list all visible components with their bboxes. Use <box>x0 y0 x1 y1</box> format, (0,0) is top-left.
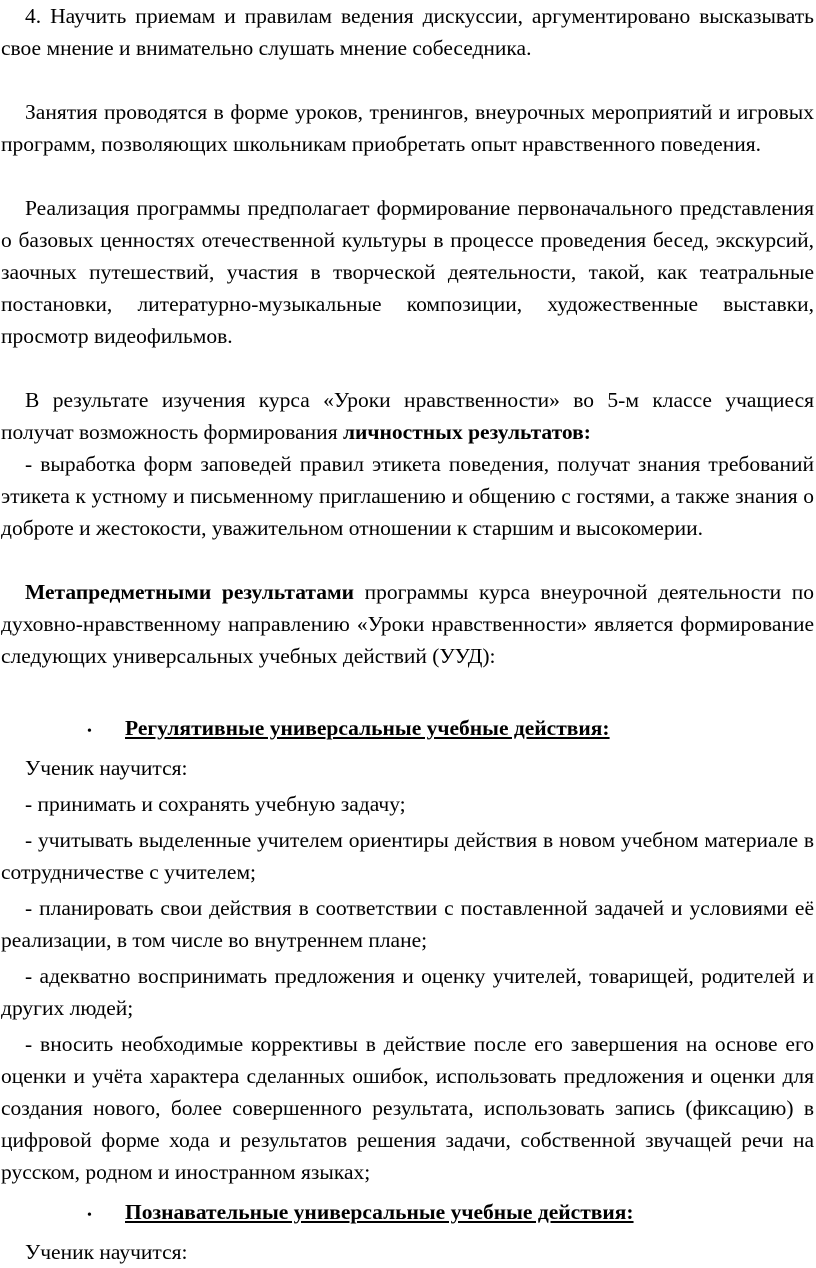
spacer <box>1 160 814 192</box>
regulative-item: - планировать свои действия в соответствии с поставленной задачей и условиями её реализации, в том числе во внутреннем плане; <box>1 896 814 952</box>
regulative-item: - адекватно воспринимать предложения и оценку учителей, товарищей, родителей и других людей; <box>1 964 814 1020</box>
regulative-item: - вносить необходимые коррективы в действие после его завершения на основе его оценки и учёта характера сделанных ошибок, использовать предложения и оценки для создания нового, более совершенного результата, использовать запись (фиксацию) в цифровой форме хода и результатов решения задачи, собственной звучащей речи на русском, родном и иностранном языках; <box>1 1032 814 1184</box>
personal-results-bold: личностных результатов: <box>342 420 591 444</box>
bullet-icon: • <box>87 724 92 739</box>
spacer <box>1 672 814 712</box>
regulative-item: - принимать и сохранять учебную задачу; <box>25 792 406 816</box>
cognitive-heading-text: Познавательные универсальные учебные действия: <box>125 1200 634 1224</box>
personal-results-text: В результате изучения курса «Уроки нравственности» во 5-м классе учащиеся получат возможность формирования <box>1 388 814 444</box>
paragraph-lessons-form: Занятия проводятся в форме уроков, тренингов, внеурочных мероприятий и игровых программ, позволяющих школьникам приобретать опыт нравственного поведения. <box>1 100 814 156</box>
spacer <box>1 64 814 96</box>
spacer <box>1 544 814 576</box>
regulative-intro: Ученик научится: <box>25 756 188 780</box>
paragraph-discussion: 4. Научить приемам и правилам ведения дискуссии, аргументировано высказывать свое мнение и внимательно слушать мнение собеседника. <box>1 4 814 60</box>
bullet-icon: • <box>87 1208 92 1223</box>
regulative-heading <box>1 712 814 748</box>
paragraph-meta-results <box>1 576 814 672</box>
paragraph-personal-results <box>1 384 814 448</box>
paragraph-program-realization: Реализация программы предполагает формирование первоначального представления о базовых ценностях отечественной культуры в процессе проведения бесед, экскурсий, заочных путешествий, участия в творческой деятельности, такой, как театральные постановки, литературно-музыкальные композиции, художественные выставки, просмотр видеофильмов. <box>1 196 814 348</box>
cognitive-intro: Ученик научится: <box>25 1240 188 1264</box>
regulative-item: - учитывать выделенные учителем ориентиры действия в новом учебном материале в сотрудничестве с учителем; <box>1 828 814 884</box>
regulative-heading-text: Регулятивные универсальные учебные действия: <box>125 716 610 740</box>
paragraph-etiquette: - выработка форм заповедей правил этикета поведения, получат знания требований этикета к устному и письменному приглашению и общению с гостями, а также знания о доброте и жестокости, уважительном отношении к старшим и высокомерии. <box>1 452 814 540</box>
meta-results-text: программы курса внеурочной деятельности по духовно-нравственному направлению «Уроки нравственности» является формирование следующих универсальных учебных действий (УУД): <box>1 580 815 668</box>
meta-results-bold: Метапредметными результатами <box>25 580 355 604</box>
spacer <box>1 352 814 384</box>
cognitive-heading <box>1 1196 814 1232</box>
